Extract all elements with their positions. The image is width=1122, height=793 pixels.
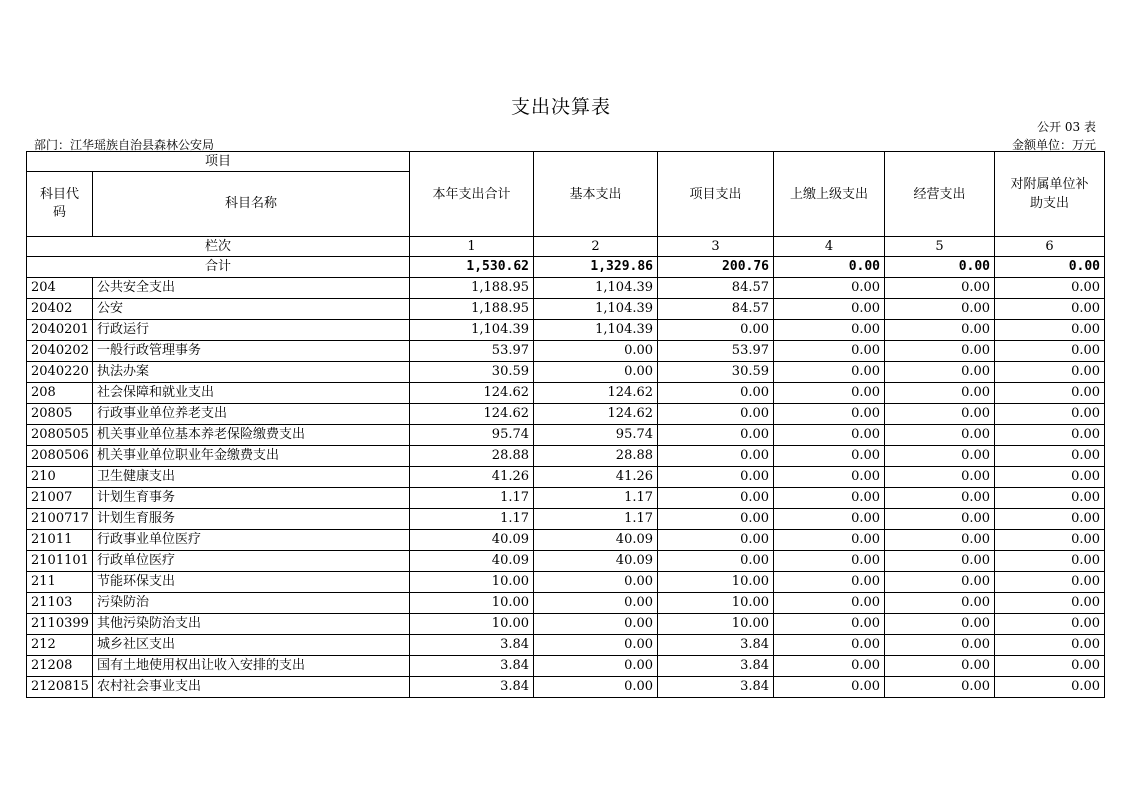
row-code: 2110399 [27, 614, 93, 635]
row-value: 1,104.39 [410, 320, 534, 341]
row-value: 0.00 [995, 278, 1105, 299]
row-name: 卫生健康支出 [93, 467, 410, 488]
row-value: 0.00 [995, 320, 1105, 341]
row-code: 2040220 [27, 362, 93, 383]
total-row [27, 257, 1105, 278]
header-name: 科目名称 [93, 172, 410, 237]
row-value: 1,188.95 [410, 278, 534, 299]
row-value: 0.00 [885, 383, 995, 404]
row-code: 211 [27, 572, 93, 593]
row-value: 1,104.39 [534, 320, 658, 341]
table-row [27, 320, 1105, 341]
row-code: 208 [27, 383, 93, 404]
row-value: 0.00 [995, 341, 1105, 362]
row-code: 20805 [27, 404, 93, 425]
row-value: 0.00 [774, 446, 885, 467]
row-value: 0.00 [774, 467, 885, 488]
header-basic: 基本支出 [534, 152, 658, 237]
row-value: 0.00 [774, 278, 885, 299]
row-code: 2040202 [27, 341, 93, 362]
header-index: 4 [774, 237, 885, 257]
row-name: 公共安全支出 [93, 278, 410, 299]
row-value: 0.00 [885, 614, 995, 635]
row-name: 行政事业单位养老支出 [93, 404, 410, 425]
row-value: 0.00 [885, 551, 995, 572]
row-value: 0.00 [995, 593, 1105, 614]
row-value: 0.00 [658, 404, 774, 425]
row-value: 3.84 [410, 656, 534, 677]
table-row [27, 530, 1105, 551]
table-row [27, 593, 1105, 614]
row-value: 10.00 [410, 614, 534, 635]
row-value: 84.57 [658, 299, 774, 320]
row-value: 28.88 [410, 446, 534, 467]
row-value: 0.00 [774, 383, 885, 404]
row-value: 3.84 [410, 635, 534, 656]
row-value: 0.00 [534, 341, 658, 362]
row-value: 0.00 [885, 656, 995, 677]
row-value: 0.00 [658, 530, 774, 551]
row-value: 3.84 [658, 635, 774, 656]
row-value: 0.00 [885, 488, 995, 509]
row-code: 2100717 [27, 509, 93, 530]
row-value: 0.00 [534, 677, 658, 698]
total-cell: 0.00 [885, 257, 995, 278]
row-code: 21007 [27, 488, 93, 509]
header-index: 2 [534, 237, 658, 257]
row-value: 0.00 [885, 593, 995, 614]
row-value: 0.00 [774, 341, 885, 362]
row-value: 0.00 [995, 404, 1105, 425]
row-value: 0.00 [774, 320, 885, 341]
row-value: 0.00 [658, 320, 774, 341]
row-value: 41.26 [410, 467, 534, 488]
row-value: 40.09 [410, 551, 534, 572]
row-value: 0.00 [995, 446, 1105, 467]
row-value: 0.00 [885, 341, 995, 362]
row-name: 一般行政管理事务 [93, 341, 410, 362]
row-value: 10.00 [410, 572, 534, 593]
header-total: 本年支出合计 [410, 152, 534, 237]
row-value: 0.00 [658, 467, 774, 488]
table-row [27, 425, 1105, 446]
row-name: 农村社会事业支出 [93, 677, 410, 698]
table-row [27, 446, 1105, 467]
row-value: 0.00 [774, 404, 885, 425]
row-code: 21011 [27, 530, 93, 551]
table-row [27, 551, 1105, 572]
row-name: 公安 [93, 299, 410, 320]
row-value: 95.74 [534, 425, 658, 446]
row-value: 10.00 [410, 593, 534, 614]
table-row [27, 341, 1105, 362]
row-value: 0.00 [774, 593, 885, 614]
row-value: 0.00 [885, 467, 995, 488]
header-project: 项目支出 [658, 152, 774, 237]
row-value: 0.00 [885, 572, 995, 593]
row-value: 40.09 [410, 530, 534, 551]
row-value: 0.00 [995, 572, 1105, 593]
row-value: 3.84 [658, 677, 774, 698]
row-value: 0.00 [774, 656, 885, 677]
row-code: 2040201 [27, 320, 93, 341]
table-row [27, 509, 1105, 530]
row-value: 28.88 [534, 446, 658, 467]
row-value: 0.00 [774, 551, 885, 572]
row-name: 行政单位医疗 [93, 551, 410, 572]
table-row [27, 299, 1105, 320]
row-value: 1,188.95 [410, 299, 534, 320]
row-value: 0.00 [885, 677, 995, 698]
row-code: 20402 [27, 299, 93, 320]
row-code: 204 [27, 278, 93, 299]
row-name: 计划生育服务 [93, 509, 410, 530]
row-value: 1.17 [534, 509, 658, 530]
table-row [27, 677, 1105, 698]
row-value: 30.59 [410, 362, 534, 383]
total-cell: 0.00 [774, 257, 885, 278]
row-value: 95.74 [410, 425, 534, 446]
row-value: 0.00 [995, 299, 1105, 320]
header-index-label: 栏次 [27, 237, 410, 257]
row-value: 1,104.39 [534, 278, 658, 299]
row-value: 0.00 [995, 509, 1105, 530]
row-value: 0.00 [995, 488, 1105, 509]
table-row [27, 467, 1105, 488]
row-value: 0.00 [774, 509, 885, 530]
row-value: 1,104.39 [534, 299, 658, 320]
header-index: 3 [658, 237, 774, 257]
row-value: 3.84 [658, 656, 774, 677]
total-cell: 200.76 [658, 257, 774, 278]
row-value: 0.00 [885, 278, 995, 299]
row-value: 41.26 [534, 467, 658, 488]
row-value: 10.00 [658, 614, 774, 635]
row-value: 0.00 [995, 677, 1105, 698]
table-row [27, 404, 1105, 425]
row-value: 0.00 [885, 320, 995, 341]
row-value: 53.97 [658, 341, 774, 362]
row-value: 1.17 [534, 488, 658, 509]
row-value: 0.00 [534, 362, 658, 383]
row-value: 40.09 [534, 530, 658, 551]
header-upper: 上缴上级支出 [774, 152, 885, 237]
row-value: 0.00 [885, 299, 995, 320]
row-code: 2080506 [27, 446, 93, 467]
header-business: 经营支出 [885, 152, 995, 237]
row-name: 机关事业单位基本养老保险缴费支出 [93, 425, 410, 446]
row-value: 30.59 [658, 362, 774, 383]
row-value: 0.00 [534, 593, 658, 614]
total-cell: 1,329.86 [534, 257, 658, 278]
row-name: 行政事业单位医疗 [93, 530, 410, 551]
row-value: 0.00 [995, 425, 1105, 446]
row-value: 0.00 [774, 530, 885, 551]
row-value: 124.62 [410, 404, 534, 425]
table-row [27, 488, 1105, 509]
row-value: 0.00 [885, 635, 995, 656]
row-value: 0.00 [658, 383, 774, 404]
row-value: 0.00 [534, 614, 658, 635]
header-code: 科目代码 [27, 172, 93, 237]
row-value: 53.97 [410, 341, 534, 362]
row-value: 0.00 [885, 425, 995, 446]
row-value: 0.00 [885, 404, 995, 425]
row-value: 0.00 [658, 425, 774, 446]
row-value: 0.00 [774, 677, 885, 698]
row-value: 10.00 [658, 572, 774, 593]
row-name: 社会保障和就业支出 [93, 383, 410, 404]
header-index: 6 [995, 237, 1105, 257]
row-name: 污染防治 [93, 593, 410, 614]
department-label: 部门：江华瑶族自治县森林公安局 [34, 138, 215, 152]
row-value: 0.00 [774, 425, 885, 446]
table-row [27, 572, 1105, 593]
row-value: 1.17 [410, 488, 534, 509]
row-code: 21208 [27, 656, 93, 677]
table-code: 公开 03 表 [1037, 120, 1096, 134]
row-value: 0.00 [885, 362, 995, 383]
document-title: 支出决算表 [510, 96, 611, 118]
row-value: 0.00 [534, 572, 658, 593]
row-value: 0.00 [658, 551, 774, 572]
row-name: 国有土地使用权出让收入安排的支出 [93, 656, 410, 677]
row-name: 其他污染防治支出 [93, 614, 410, 635]
row-name: 节能环保支出 [93, 572, 410, 593]
header-index: 5 [885, 237, 995, 257]
row-value: 0.00 [534, 656, 658, 677]
row-name: 执法办案 [93, 362, 410, 383]
unit-label: 金额单位：万元 [1011, 138, 1096, 152]
row-value: 0.00 [995, 656, 1105, 677]
row-code: 2080505 [27, 425, 93, 446]
row-value: 124.62 [534, 383, 658, 404]
row-name: 计划生育事务 [93, 488, 410, 509]
row-value: 124.62 [410, 383, 534, 404]
header-index: 1 [410, 237, 534, 257]
row-value: 0.00 [885, 446, 995, 467]
table-row [27, 278, 1105, 299]
row-value: 0.00 [774, 488, 885, 509]
row-code: 210 [27, 467, 93, 488]
row-value: 0.00 [774, 572, 885, 593]
row-value: 0.00 [995, 383, 1105, 404]
row-name: 机关事业单位职业年金缴费支出 [93, 446, 410, 467]
row-value: 0.00 [658, 509, 774, 530]
row-value: 0.00 [774, 635, 885, 656]
row-value: 0.00 [774, 299, 885, 320]
row-value: 0.00 [995, 362, 1105, 383]
table-row [27, 383, 1105, 404]
row-value: 0.00 [885, 530, 995, 551]
row-value: 10.00 [658, 593, 774, 614]
row-value: 0.00 [885, 509, 995, 530]
row-name: 城乡社区支出 [93, 635, 410, 656]
header-item-group: 项目 [27, 152, 410, 172]
row-value: 84.57 [658, 278, 774, 299]
total-label: 合计 [27, 257, 410, 278]
row-code: 212 [27, 635, 93, 656]
row-value: 0.00 [658, 446, 774, 467]
row-value: 0.00 [774, 614, 885, 635]
row-value: 0.00 [658, 488, 774, 509]
row-value: 1.17 [410, 509, 534, 530]
row-value: 0.00 [774, 362, 885, 383]
row-value: 0.00 [995, 467, 1105, 488]
header-subsidy: 对附属单位补助支出 [995, 152, 1105, 237]
row-value: 0.00 [995, 551, 1105, 572]
row-code: 21103 [27, 593, 93, 614]
table-row [27, 656, 1105, 677]
row-value: 0.00 [534, 635, 658, 656]
row-value: 0.00 [995, 614, 1105, 635]
table-row [27, 362, 1105, 383]
row-code: 2120815 [27, 677, 93, 698]
table-row [27, 614, 1105, 635]
table-row [27, 635, 1105, 656]
row-value: 40.09 [534, 551, 658, 572]
row-code: 2101101 [27, 551, 93, 572]
expenditure-table [26, 151, 1105, 698]
row-name: 行政运行 [93, 320, 410, 341]
row-value: 0.00 [995, 635, 1105, 656]
row-value: 124.62 [534, 404, 658, 425]
total-cell: 1,530.62 [410, 257, 534, 278]
total-cell: 0.00 [995, 257, 1105, 278]
row-value: 0.00 [995, 530, 1105, 551]
row-value: 3.84 [410, 677, 534, 698]
